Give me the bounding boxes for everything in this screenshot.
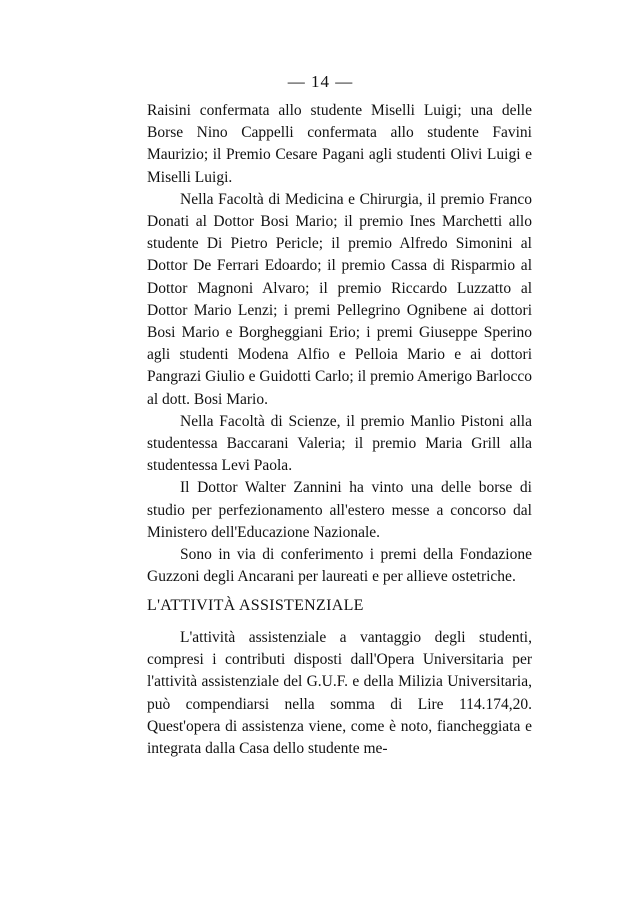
section-heading: L'ATTIVITÀ ASSISTENZIALE (147, 597, 364, 614)
paragraph: Raisini confermata allo studente Miselli Luigi; una delle Borse Nino Cappelli confermata allo studente Favini Maurizio; il Premio Cesare Pagani agli studenti Olivi Luigi e Miselli Luigi. (147, 102, 532, 186)
paragraph: Sono in via di conferimento i premi della Fondazione Guzzoni degli Ancarani per laureati e per allieve ostetriche. (147, 546, 532, 586)
section-body (147, 627, 532, 760)
paragraph: Il Dottor Walter Zannini ha vinto una delle borse di studio per perfezionamento all'estero messe a concorso dal Ministero dell'Educazione Nazionale. (147, 479, 532, 541)
body-text (147, 100, 532, 588)
paragraph: Nella Facoltà di Medicina e Chirurgia, il premio Franco Donati al Dottor Bosi Mario; il premio Ines Marchetti allo studente Di Pietro Pericle; il premio Alfredo Simonini al Dottor De Ferrari Edoardo; il premio Cassa di Risparmio al Dottor Magnoni Alvaro; il premio Riccardo Luzzatto al Dottor Mario Lenzi; i premi Pellegrino Ognibene ai dottori Bosi Mario e Borgheggiani Erio; i premi Giuseppe Sperino agli studenti Modena Alfio e Pelloia Mario e ai dottori Pangrazi Giulio e Guidotti Carlo; il premio Amerigo Barlocco al dott. Bosi Mario. (147, 190, 532, 408)
paragraph: Nella Facoltà di Scienze, il premio Manlio Pistoni alla studentessa Baccarani Valeria; il premio Maria Grill alla studentessa Levi Paola. (147, 412, 532, 475)
paragraph: L'attività assistenziale a vantaggio degli studenti, compresi i contributi disposti dall'Opera Universitaria per l'attività assistenziale del G.U.F. e della Milizia Universitaria, può compendiarsi nella somma di Lire 114.174,20. Quest'opera di assistenza viene, come è noto, fiancheggiata e integrata dalla Casa dello studente me- (147, 629, 532, 758)
page-number: — 14 — (287, 72, 354, 91)
